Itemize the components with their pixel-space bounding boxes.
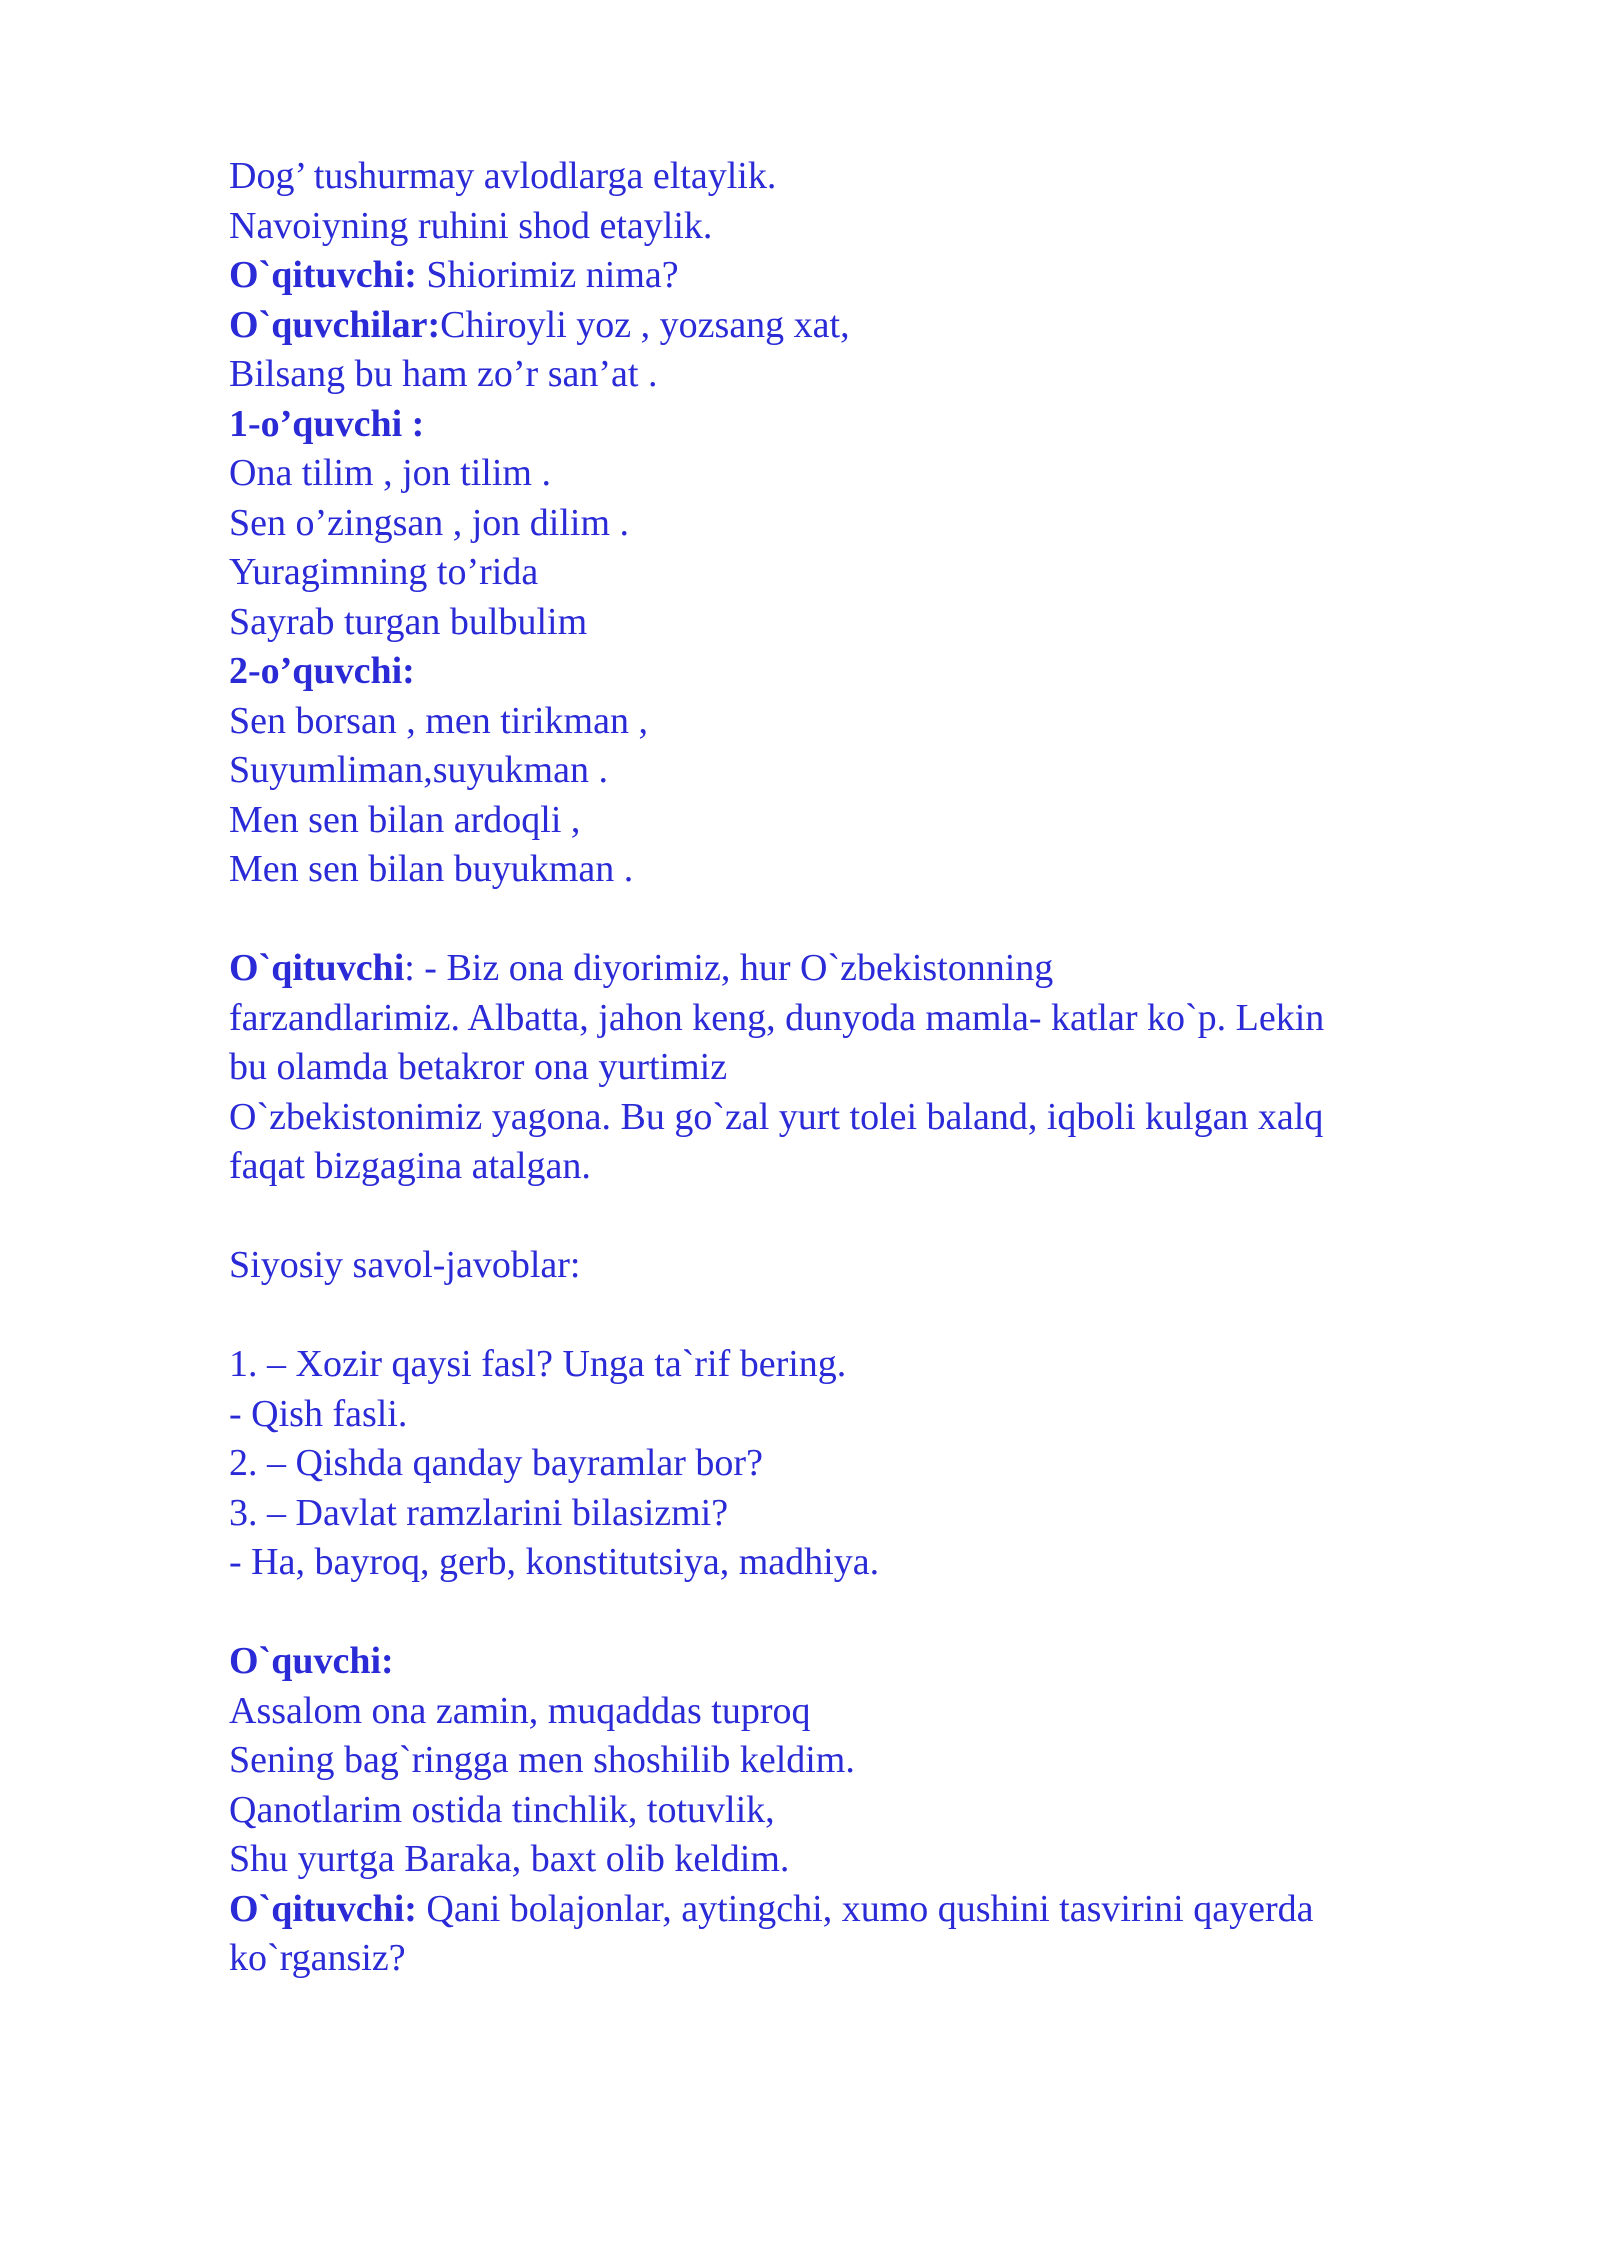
poem-line: Men sen bilan buyukman . (229, 848, 634, 890)
dialogue-text: Chiroyli yoz , yozsang xat, (440, 303, 850, 346)
speaker-label: O`qituvchi: (229, 254, 417, 296)
section-heading: Siyosiy savol-javoblar: (229, 1244, 581, 1286)
poem-line: Ona tilim , jon tilim . (229, 452, 551, 494)
paragraph-line: bu olamda betakror ona yurtimiz (229, 1046, 728, 1088)
poem-line: Shu yurtga Baraka, baxt olib keldim. (229, 1838, 790, 1880)
blank-line (229, 1588, 1479, 1638)
speaker-heading (229, 647, 1479, 697)
poem-line: Sen borsan , men tirikman , (229, 699, 648, 742)
poem-line: Assalom ona zamin, muqaddas tuproq (229, 1689, 811, 1732)
speaker-label: 2-o’quvchi: (229, 650, 415, 692)
paragraph-line: O`zbekistonimiz yagona. Bu go`zal yurt tolei baland, iqboli kulgan xalq (229, 1095, 1324, 1138)
question-line: 2. – Qishda qanday bayramlar bor? (229, 1442, 763, 1484)
dialogue-text: Qani bolajonlar, aytingchi, xumo qushini tasvirini qayerda (416, 1887, 1314, 1930)
poem-line: Sening bag`ringga men shoshilib keldim. (229, 1739, 855, 1781)
dialogue-text: Shiorimiz nima? (416, 254, 679, 296)
speaker-label: O`qituvchi: (229, 1887, 417, 1930)
speaker-label: O`qituvchi (229, 947, 405, 989)
poem-line: Sayrab turgan bulbulim (229, 600, 588, 643)
text-line: Dog’ tushurmay avlodlarga eltaylik. (229, 155, 777, 197)
blank-line (229, 1192, 1479, 1242)
speaker-heading (229, 1637, 1479, 1687)
document-body (229, 152, 1479, 1984)
dialogue-text: : - Biz ona diyorimiz, hur O`zbekistonning (404, 947, 1054, 989)
blank-line (229, 895, 1479, 945)
speaker-heading (229, 400, 1479, 450)
dialogue-line-teacher (229, 1885, 1479, 1935)
answer-line: - Qish fasli. (229, 1392, 408, 1435)
dialogue-line: ko`rgansiz? (229, 1937, 406, 1979)
question-line: 1. – Xozir qaysi fasl? Unga ta`rif bering. (229, 1343, 847, 1385)
poem-line: Sen o’zingsan , jon dilim . (229, 501, 630, 544)
question-line: 3. – Davlat ramzlarini bilasizmi? (229, 1491, 729, 1534)
poem-line: Suyumliman,suyukman . (229, 749, 608, 791)
paragraph-line: faqat bizgagina atalgan. (229, 1145, 591, 1187)
answer-line: - Ha, bayroq, gerb, konstitutsiya, madhiya. (229, 1541, 880, 1583)
paragraph-line: farzandlarimiz. Albatta, jahon keng, dunyoda mamla- katlar ko`p. Lekin (229, 996, 1325, 1039)
dialogue-line-teacher (229, 251, 1479, 301)
dialogue-line-students (229, 301, 1479, 351)
text-line: Bilsang bu ham zo’r san’at . (229, 353, 658, 395)
speaker-label: O`quvchi: (229, 1640, 394, 1682)
speaker-label: 1-o’quvchi : (229, 402, 425, 445)
paragraph-line (229, 944, 1479, 994)
blank-line (229, 1291, 1479, 1341)
poem-line: Qanotlarim ostida tinchlik, totuvlik, (229, 1788, 775, 1831)
speaker-label: O`quvchilar: (229, 303, 441, 346)
poem-line: Men sen bilan ardoqli , (229, 798, 581, 841)
text-line: Navoiyning ruhini shod etaylik. (229, 204, 713, 247)
poem-line: Yuragimning to’rida (229, 551, 539, 593)
